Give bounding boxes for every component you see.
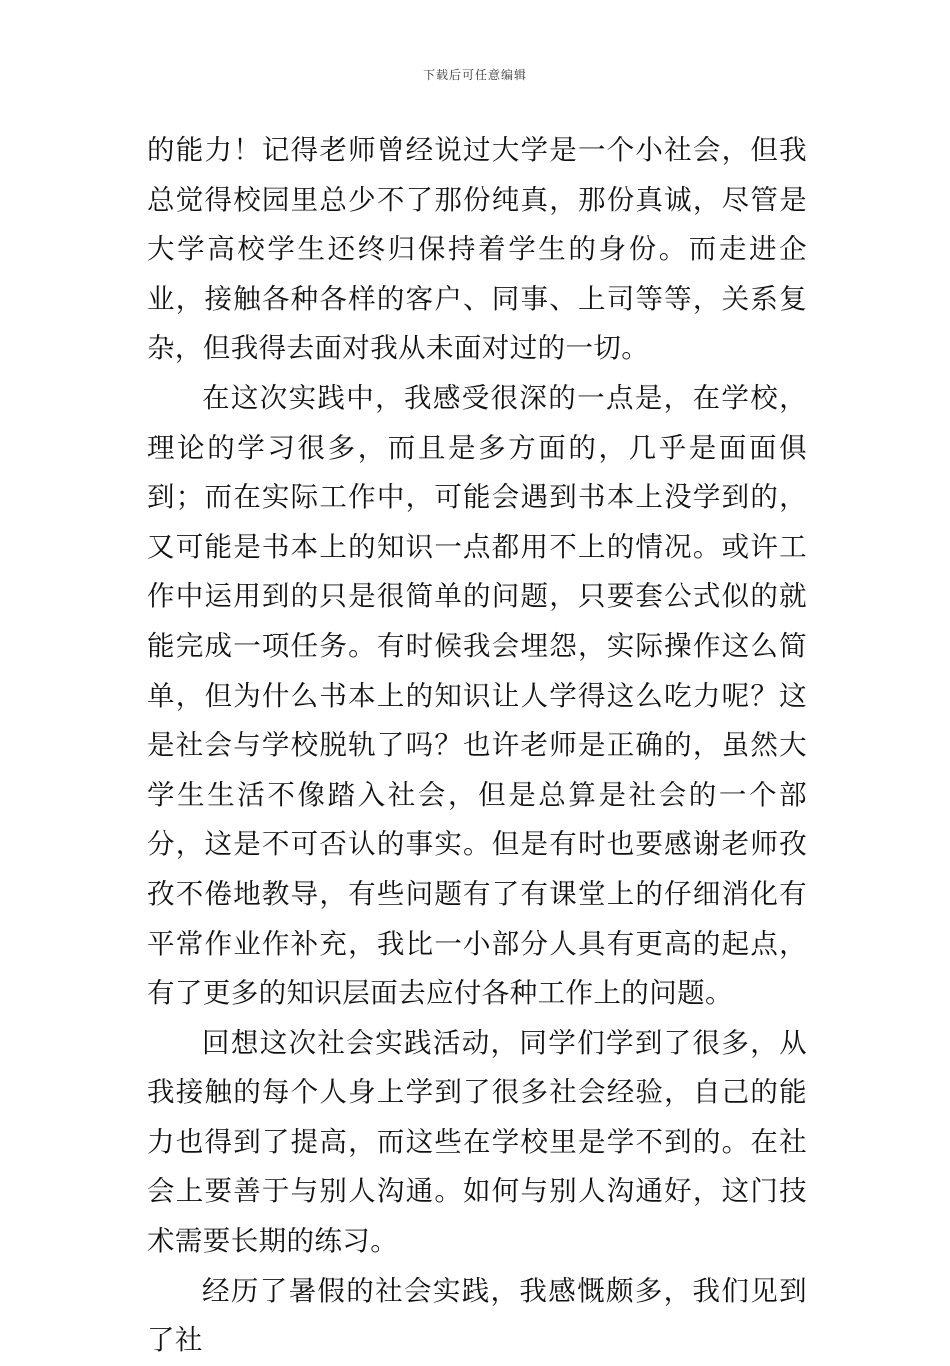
paragraph-3: 回想这次社会实践活动，同学们学到了很多，从我接触的每个人身上学到了很多社会经验，自己的能力也得到了提高，而这些在学校里是学不到的。在社会上要善于与别人沟通。如何与别人沟通好，这门技术需要长期的练习。 xyxy=(147,1026,807,1258)
paragraph-1: 的能力！记得老师曾经说过大学是一个小社会，但我总觉得校园里总少不了那份纯真，那份真诚，尽管是大学高校学生还终归保持着学生的身份。而走进企业，接触各种各样的客户、同事、上司等等，关系复杂，但我得去面对我从未面对过的一切。 xyxy=(147,134,807,365)
header-note: 下载后可任意编辑 xyxy=(422,68,527,82)
document-body xyxy=(147,126,807,1366)
paragraph-4: 经历了暑假的社会实践，我感慨颇多，我们见到了社 xyxy=(147,1274,807,1357)
paragraph-2: 在这次实践中，我感受很深的一点是，在学校，理论的学习很多，而且是多方面的，几乎是面面俱到；而在实际工作中，可能会遇到书本上没学到的，又可能是书本上的知识一点都用不上的情况。或许工作中运用到的只是很简单的问题，只要套公式似的就能完成一项任务。有时候我会埋怨，实际操作这么简单，但为什么书本上的知识让人学得这么吃力呢？这是社会与学校脱轨了吗？也许老师是正确的，虽然大学生生活不像踏入社会，但是总算是社会的一个部分，这是不可否认的事实。但是有时也要感谢老师孜孜不倦地教导，有些问题有了有课堂上的仔细消化有平常作业作补充，我比一小部分人具有更高的起点，有了更多的知识层面去应付各种工作上的问题。 xyxy=(147,381,807,1010)
